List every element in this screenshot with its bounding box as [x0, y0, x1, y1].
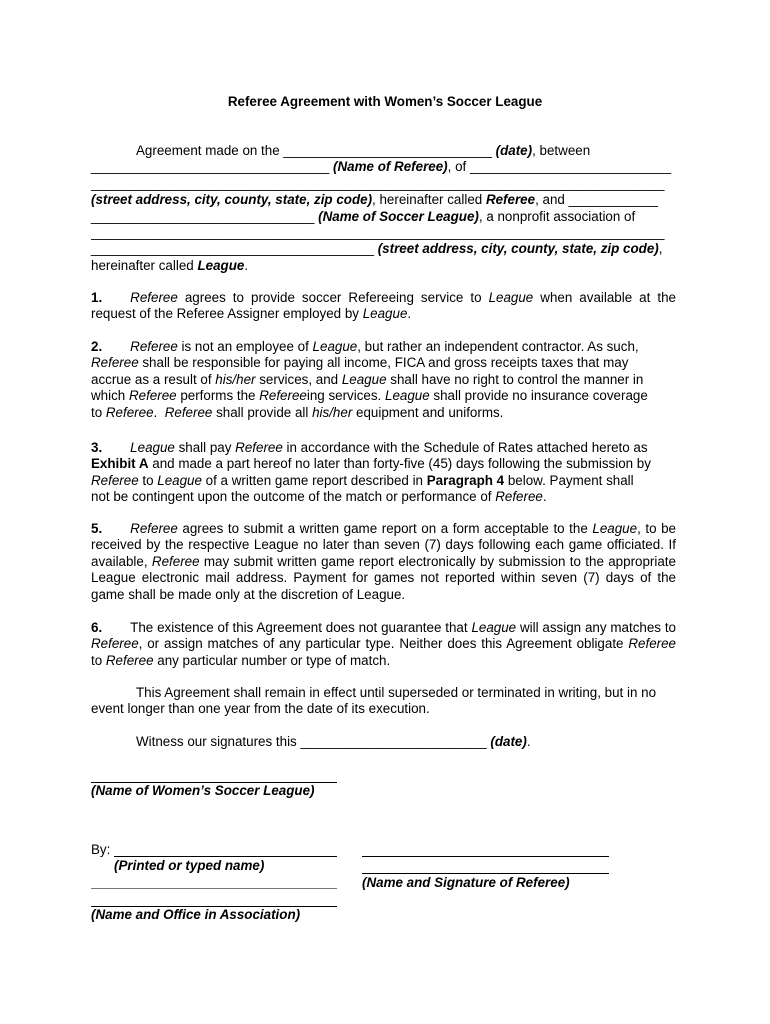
office-signature-line-1[interactable]: [91, 888, 337, 889]
by-label: By:: [91, 842, 111, 857]
paragraph-5: 5. Referee agrees to submit a written game report on a form acceptable to the League, to be received by the respective League no later than seven (7) days following each game officiated. If available, Referee may submit written game report electronically by submission to the appropriate League electronic mail address. Payment for games not reported within seven (7) days of the game shall be made only at the discretion of League.: [91, 521, 676, 602]
printed-name-line[interactable]: [114, 856, 337, 857]
term-paragraph: This Agreement shall remain in effect until superseded or terminated in writing, but in no event longer than one year from the date of its execution.: [91, 685, 657, 717]
referee-signature-label: (Name and Signature of Referee): [362, 875, 570, 890]
paragraph-1: 1. Referee agrees to provide soccer Refereeing service to League when available at the request of the Referee Assigner employed by League.: [91, 290, 676, 322]
paragraph-3: 3. League shall pay Referee in accordance with the Schedule of Rates attached hereto as Exhibit A and made a part hereof no later than forty-five (45) days following the submission by Referee to League of a written game report described in Paragraph 4 below. Payment shall not be contingent upon the outcome of the match or performance of Referee.: [91, 440, 651, 505]
document-title: Referee Agreement with Women’s Soccer League: [227, 94, 543, 109]
printed-name-label: (Printed or typed name): [114, 858, 265, 873]
office-label: (Name and Office in Association): [91, 907, 301, 922]
league-name-label: (Name of Women’s Soccer League): [91, 783, 315, 798]
referee-signature-line-1[interactable]: [362, 856, 609, 857]
paragraph-6: 6. The existence of this Agreement does not guarantee that League will assign any matches to Referee, or assign matches of any particular type. Neither does this Agreement obligate Referee to Referee any particular number or type of match.: [91, 620, 676, 668]
paragraph-2: 2. Referee is not an employee of League, but rather an independent contractor. As such, Referee shall be responsible for paying all income, FICA and gross receipts taxes that may accrue as a result of his/her services, and League shall have no right to control the manner in which Referee performs the Refereeing services. League shall provide no insurance coverage to Referee. Referee shall provide all his/her equipment and uniforms.: [91, 339, 648, 420]
intro-paragraph: Agreement made on the ____________________________ (date), between ________________________________ (Name of Referee), of ___________________________ _____________________________________________________________________________ (street address, city, county, state, zip code), hereinafter called Referee, and ____________ ______________________________ (Name of Soccer League), a nonprofit association of _____________________________________________________________________________ ______________________________________ (street address, city, county, state, zip code), hereinafter called League.: [91, 143, 672, 273]
witness-line: Witness our signatures this _________________________ (date).: [136, 734, 531, 749]
referee-signature-line-2[interactable]: [362, 873, 609, 874]
